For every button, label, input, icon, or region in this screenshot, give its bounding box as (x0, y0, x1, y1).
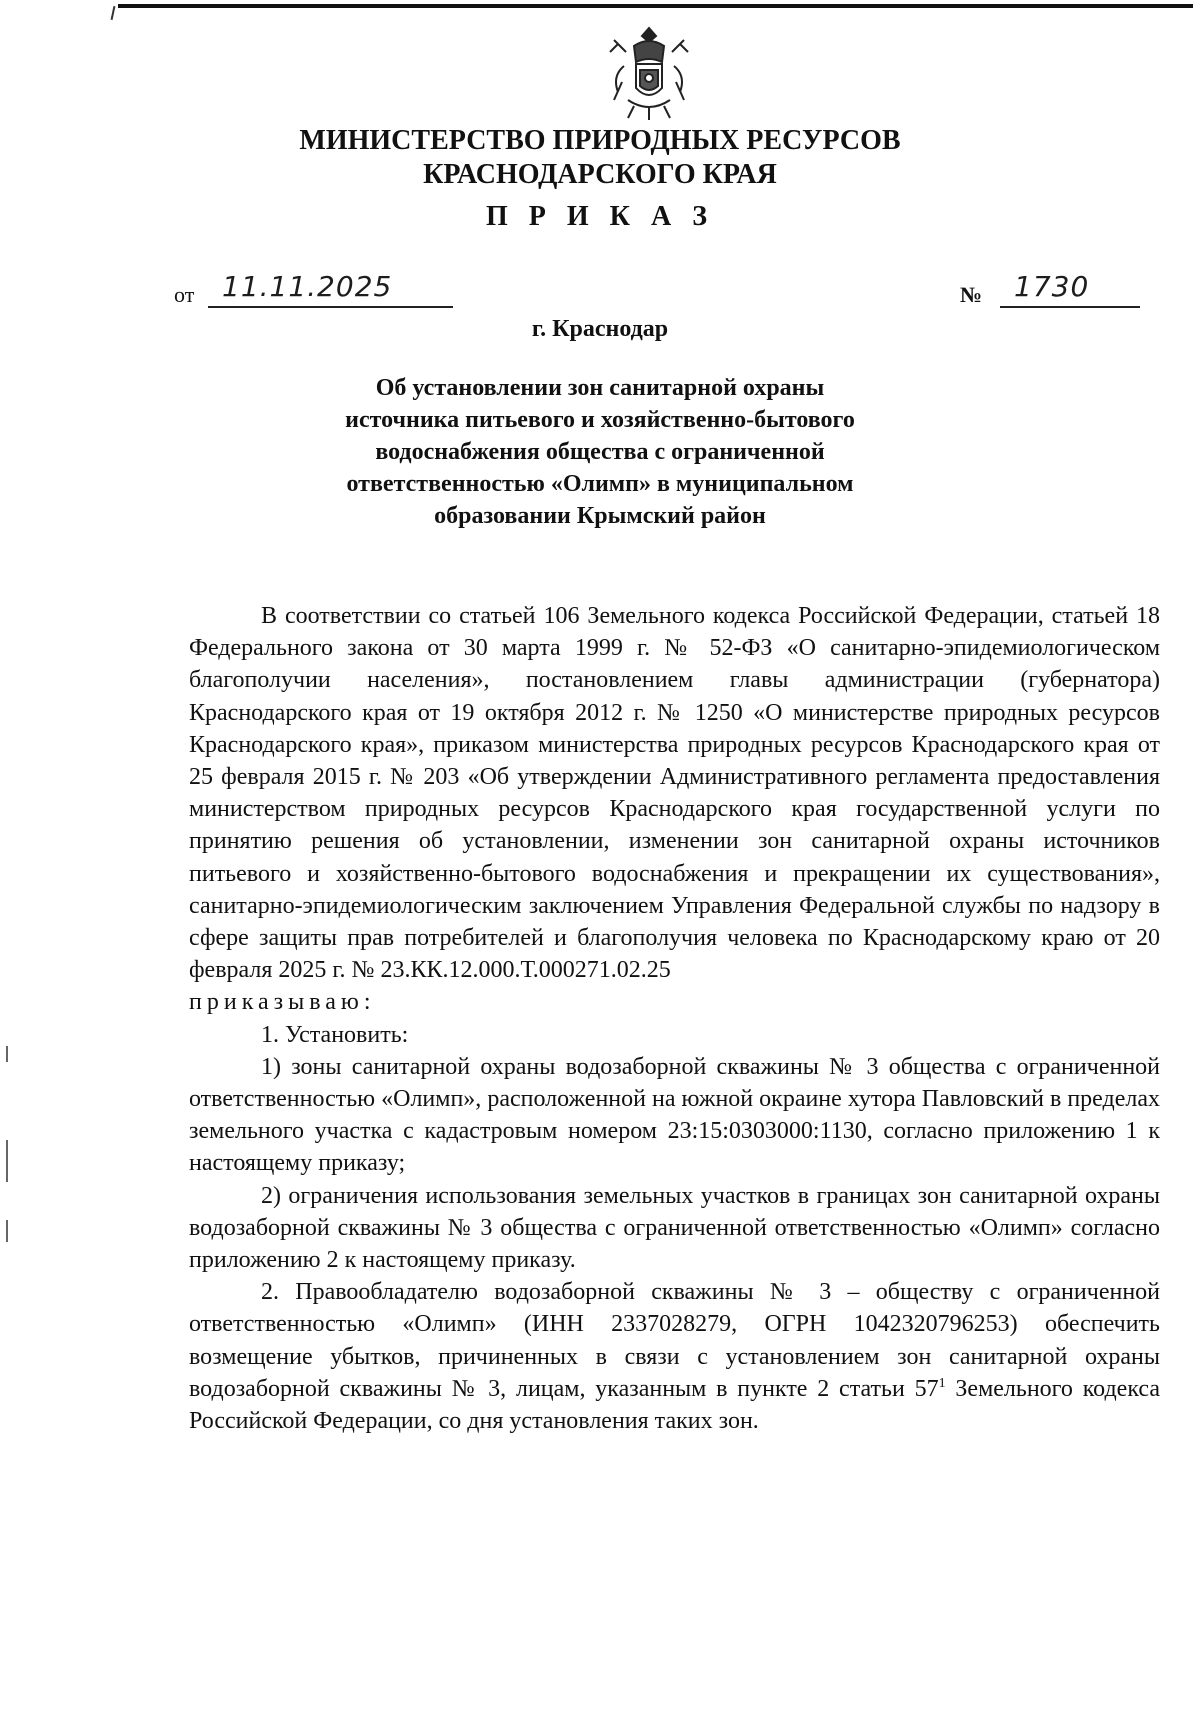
date-field: 11.11.2025 (208, 270, 453, 308)
coat-of-arms-icon (604, 22, 694, 122)
document-body (189, 600, 1160, 1437)
scan-artifact-tick (111, 6, 116, 20)
number-label: № (960, 282, 983, 307)
subject-line: водоснабжения общества с ограниченной (375, 439, 825, 465)
clause-1: 1. Установить: (261, 1021, 409, 1048)
ministry-region-line: КРАСНОДАРСКОГО КРАЯ (423, 159, 777, 190)
ministry-name (0, 124, 1200, 192)
scan-artifact-mark (6, 1220, 8, 1242)
clause-2 (189, 1276, 1160, 1437)
order-word: приказываю: (189, 989, 376, 1016)
ministry-name-line: МИНИСТЕРСТВО ПРИРОДНЫХ РЕСУРСОВ (299, 125, 901, 156)
clause-2-text: 2. Правообладателю водозаборной скважины № 3 – обществу с ограниченной ответственностью «Олимп» (ИНН 2337028279, ОГРН 1042320796253) обеспечить возмещение убытков, причиненных в связи с установлением зон санитарной охраны водозаборной скважины № 3, лицам, указанным в пункте 2 статьи 57 (189, 1279, 1160, 1402)
preamble-paragraph: В соответствии со статьей 106 Земельного кодекса Российской Федерации, статьей 18 Федерального закона от 30 марта 1999 г. № 52-ФЗ «О санитарно-эпидемиологическом благополучии населения», постановлением главы администрации (губернатора) Краснодарского края от 19 октября 2012 г. № 1250 «О министерстве природных ресурсов Краснодарского края», приказом министерства природных ресурсов Краснодарского края от 25 февраля 2015 г. № 203 «Об утверждении Административного регламента предоставления министерством природных ресурсов Краснодарского края государственной услуги по принятию решения об установлении, изменении зон санитарной охраны источников питьевого и хозяйственно-бытового водоснабжения и прекращении их существования», санитарно-эпидемиологическим заключением Управления Федеральной службы по надзору в сфере защиты прав потребителей и благополучия человека по Краснодарскому краю от 20 февраля 2025 г. № 23.КК.12.000.Т.000271.02.25 (189, 603, 1160, 984)
top-border-line (118, 4, 1193, 8)
clause-1-1: 1) зоны санитарной охраны водозаборной скважины № 3 общества с ограниченной ответственностью «Олимп», расположенной на южной окраине хутора Павловский в пределах земельного участка с кадастровым номером 23:15:0303000:1130, согласно приложению 1 к настоящему приказу; (189, 1053, 1160, 1177)
subject-line: ответственностью «Олимп» в муниципальном (346, 471, 854, 497)
number-field: 1730 (1000, 270, 1140, 308)
document-subject (300, 372, 900, 532)
subject-line: источника питьевого и хозяйственно-бытового (345, 407, 855, 433)
clause-1-2: 2) ограничения использования земельных участков в границах зон санитарной охраны водозаборной скважины № 3 общества с ограниченной ответственностью «Олимп» согласно приложению 2 к настоящему приказу. (189, 1182, 1160, 1274)
clause-2-superscript: 1 (938, 1375, 946, 1391)
subject-line: Об установлении зон санитарной охраны (375, 375, 825, 401)
clause-2-text-end: Земельного кодекса Российской Федерации, со дня установления таких зон. (189, 1375, 1160, 1435)
scan-artifact-mark (6, 1140, 8, 1182)
document-type-title: П Р И К А З (486, 201, 714, 232)
city-label: г. Краснодар (531, 316, 669, 342)
subject-line: образовании Крымский район (434, 503, 766, 529)
scan-artifact-mark (6, 1046, 8, 1062)
date-label: от (174, 282, 195, 307)
